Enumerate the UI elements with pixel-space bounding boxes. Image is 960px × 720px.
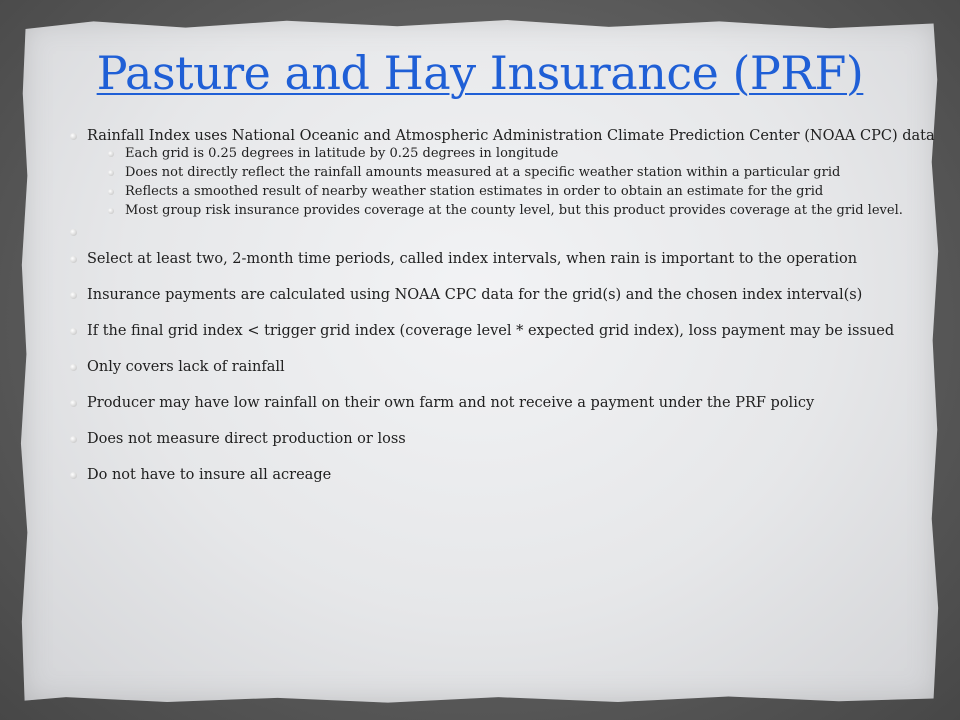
bullet-empty [70, 224, 936, 240]
sub-bullet-grid-size: Each grid is 0.25 degrees in latitude by 0.25 degrees in longitude [108, 147, 936, 161]
bullet-acreage: Do not have to insure all acreage [70, 467, 936, 483]
sub-bullet-list [108, 147, 936, 218]
bullet-rainfall-index [70, 128, 936, 218]
sub-bullet-station: Does not directly reflect the rainfall amounts measured at a specific weather station within a particular grid [108, 166, 936, 180]
bullet-direct-production: Does not measure direct production or loss [70, 431, 936, 447]
bullet-producer: Producer may have low rainfall on their own farm and not receive a payment under the PRF policy [70, 395, 936, 411]
sub-bullet-smoothed: Reflects a smoothed result of nearby weather station estimates in order to obtain an estimate for the grid [108, 185, 936, 199]
slide-content [70, 128, 936, 503]
bullet-text: Rainfall Index uses National Oceanic and Atmospheric Administration Climate Prediction Center (NOAA CPC) data [87, 128, 935, 144]
bullet-index-intervals: Select at least two, 2-month time periods, called index intervals, when rain is important to the operation [70, 251, 936, 267]
sub-bullet-grid-level: Most group risk insurance provides coverage at the county level, but this product provides coverage at the grid level. [108, 204, 936, 218]
bullet-loss-payment: If the final grid index < trigger grid index (coverage level * expected grid index), loss payment may be issued [70, 323, 936, 339]
bullet-list [70, 128, 936, 483]
slide-title[interactable]: Pasture and Hay Insurance (PRF) [96, 46, 864, 100]
bullet-payments: Insurance payments are calculated using NOAA CPC data for the grid(s) and the chosen index interval(s) [70, 287, 936, 303]
bullet-lack-of-rainfall: Only covers lack of rainfall [70, 359, 936, 375]
